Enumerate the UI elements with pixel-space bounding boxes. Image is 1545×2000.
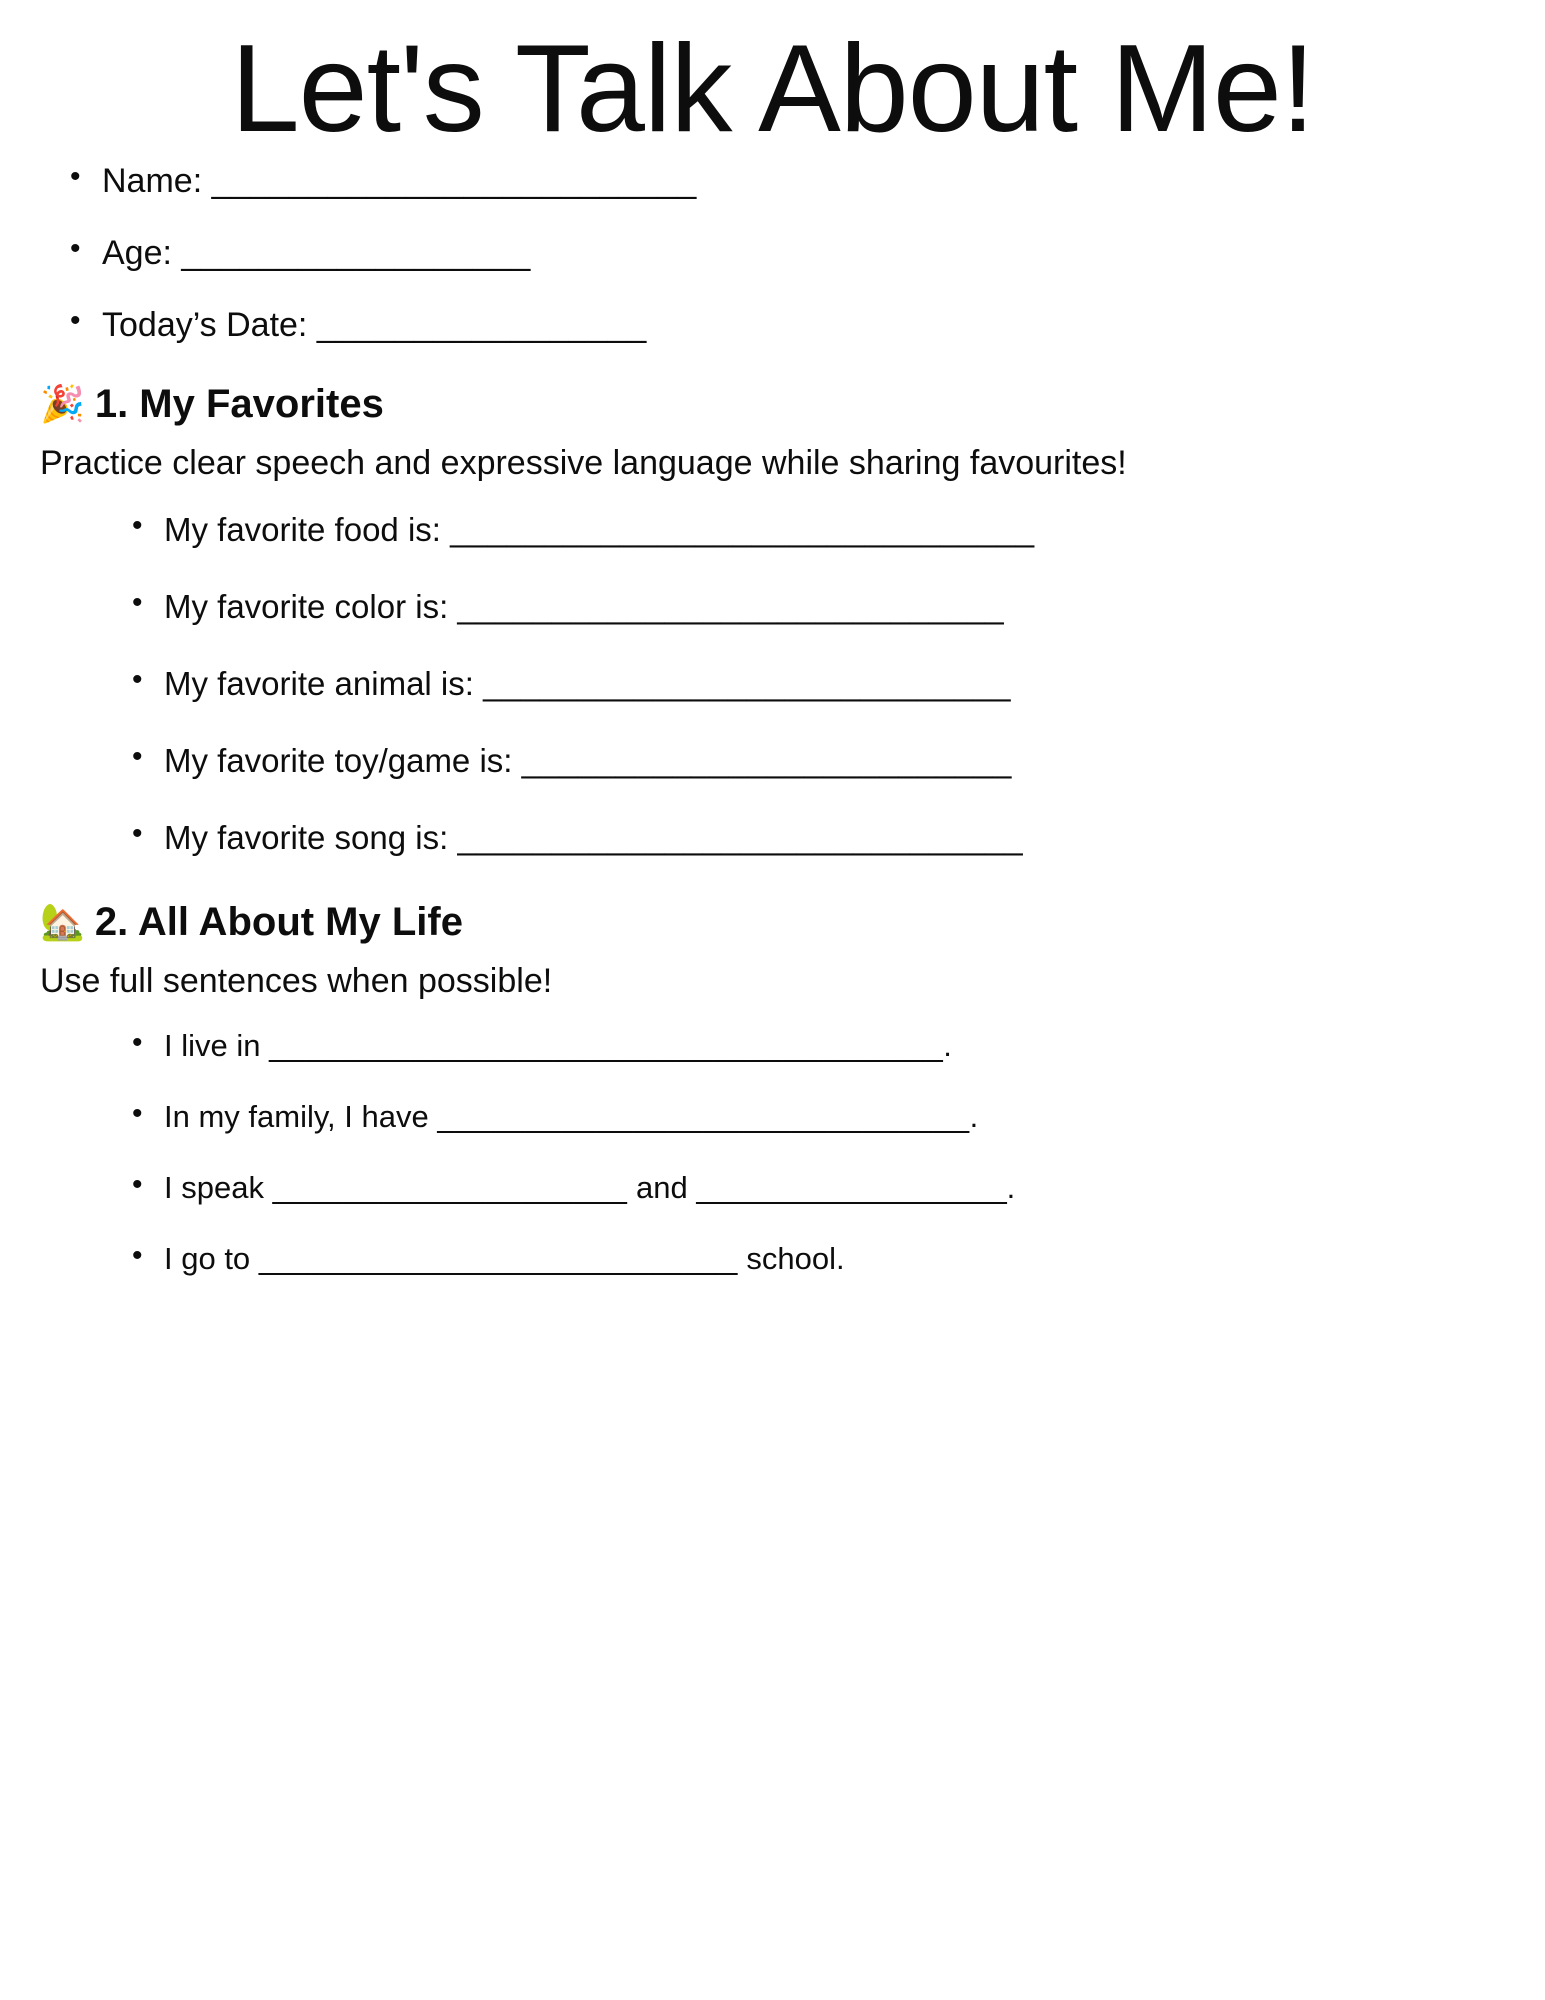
field-label: I go to (164, 1241, 251, 1277)
list-item (40, 306, 1505, 345)
list-item (102, 664, 1505, 702)
field-label: In my family, I have (164, 1099, 429, 1135)
field-blank[interactable]: __________________________ (521, 741, 1012, 779)
field-blank[interactable]: ______________________________ (457, 818, 1024, 856)
list-item (102, 741, 1505, 779)
section-heading (40, 898, 1505, 946)
field-label: I live in (164, 1028, 261, 1064)
field-suffix: . (943, 1028, 952, 1064)
list-item (102, 510, 1505, 548)
favorites-field-list (40, 510, 1505, 856)
field-label: My favorite food is: (164, 510, 441, 548)
field-blank[interactable]: ___________________________ (258, 1241, 738, 1277)
field-blank[interactable]: _________________ (316, 306, 647, 345)
section-my-favorites (40, 380, 1505, 854)
field-label: My favorite animal is: (164, 664, 474, 702)
section-subtitle: Use full sentences when possible! (40, 961, 553, 1000)
list-item (102, 818, 1505, 856)
section-heading-text: 2. All About My Life (94, 899, 463, 944)
field-blank[interactable]: ______________________________________ (269, 1028, 944, 1064)
section-all-about-my-life (40, 898, 1505, 1275)
field-label: Name: (102, 162, 203, 201)
section-subtitle: Practice clear speech and expressive language while sharing favourites! (40, 444, 1127, 483)
field-suffix: school. (737, 1241, 845, 1277)
list-item (40, 234, 1505, 273)
header-field-list (40, 162, 1505, 345)
field-label: My favorite toy/game is: (164, 741, 513, 779)
field-blank[interactable]: ____________________________ (483, 664, 1011, 702)
field-blank[interactable]: _______________________________ (450, 510, 1035, 548)
field-blank[interactable]: _____________________________ (457, 587, 1005, 625)
list-item (102, 1099, 1505, 1135)
field-label: I speak (164, 1170, 264, 1206)
field-blank[interactable]: _________________________ (211, 162, 697, 201)
party-popper-icon: 🎉 (40, 383, 85, 425)
field-suffix: . (969, 1099, 979, 1135)
section-heading-text: 1. My Favorites (94, 382, 384, 427)
house-with-garden-icon: 🏡 (40, 900, 85, 942)
field-blank[interactable]: ____________________ (272, 1170, 628, 1206)
field-label: My favorite song is: (164, 818, 449, 856)
field-label: Age: (102, 234, 172, 273)
field-label: My favorite color is: (164, 587, 449, 625)
list-item (40, 162, 1505, 201)
field-label: Today’s Date: (102, 306, 308, 345)
list-item (102, 1028, 1505, 1064)
section-heading (40, 380, 1505, 428)
field-suffix[interactable]: and __________________. (627, 1170, 1016, 1206)
page-title: Let's Talk About Me! (230, 20, 1315, 158)
list-item (102, 1241, 1505, 1277)
list-item (102, 1170, 1505, 1206)
field-blank[interactable]: __________________ (181, 234, 531, 273)
list-item (102, 587, 1505, 625)
field-blank[interactable]: ______________________________ (437, 1099, 970, 1135)
life-field-list (40, 1028, 1505, 1277)
